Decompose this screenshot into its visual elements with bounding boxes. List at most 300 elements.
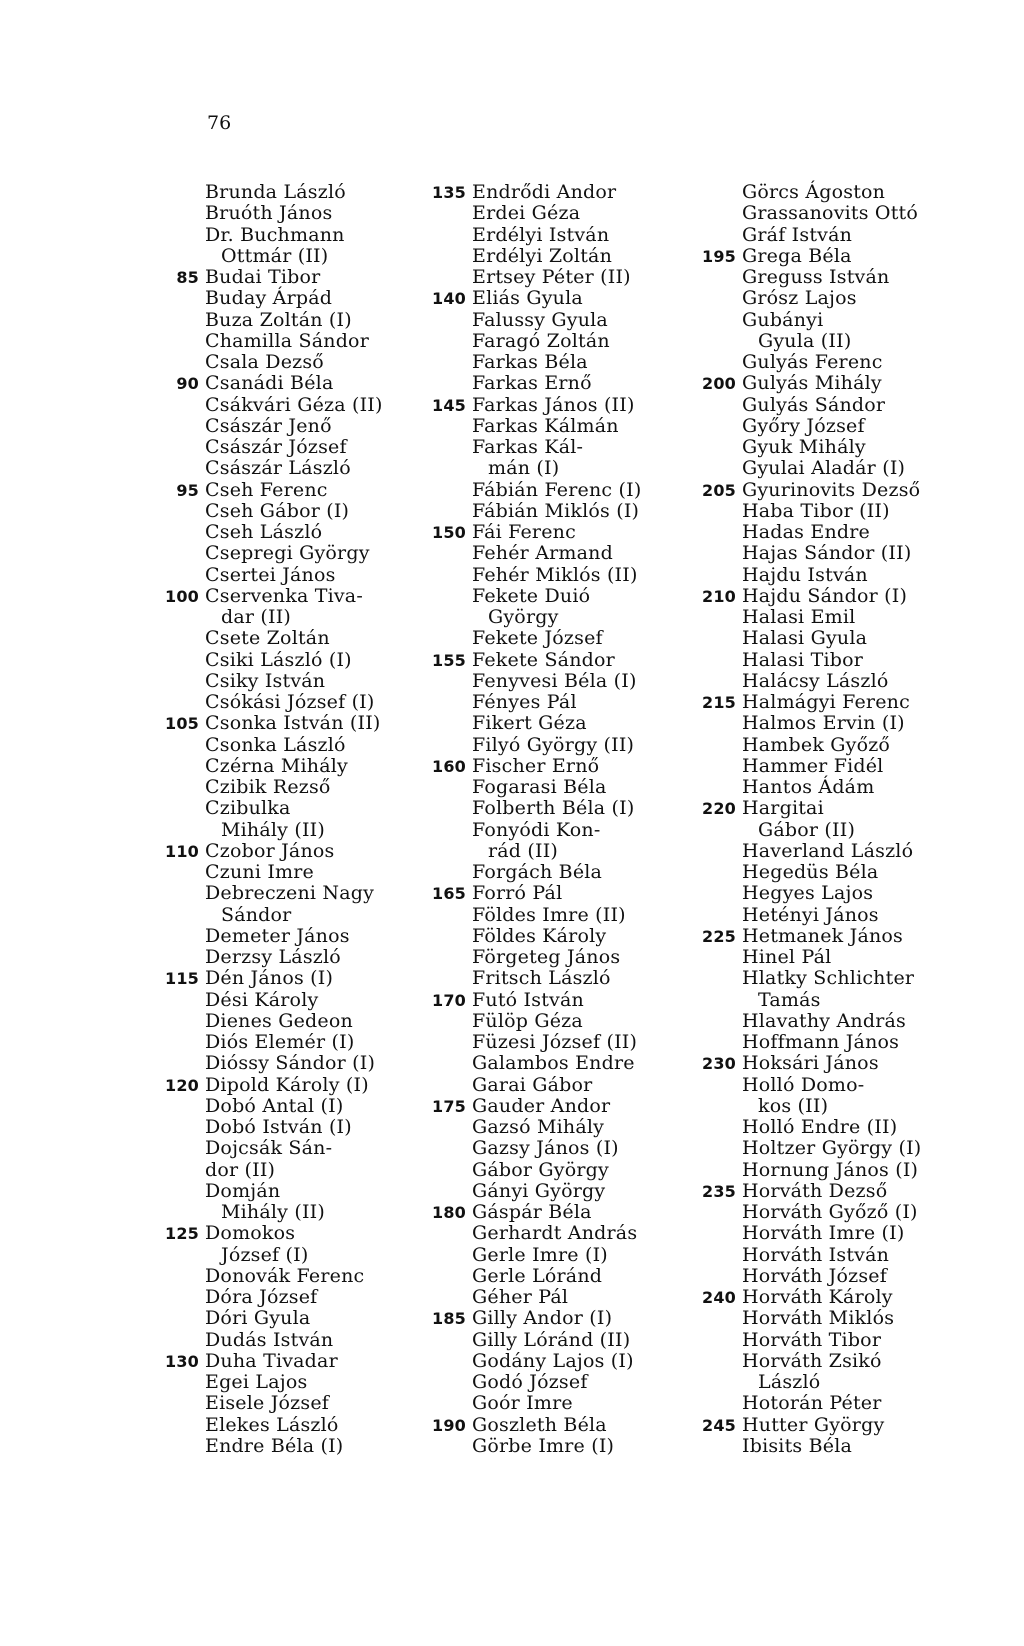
entry-line	[700, 225, 1000, 246]
entry-name: Fikert Géza	[472, 712, 587, 735]
entry-name: Buday Árpád	[205, 287, 333, 310]
entry-name: Domokos	[205, 1222, 296, 1245]
entry-number: 170	[432, 990, 466, 1010]
entry-name: Fritsch László	[472, 967, 611, 990]
entry-name: György	[488, 606, 559, 628]
entry-line	[163, 1075, 463, 1096]
entry-name: Dr. Buchmann	[205, 223, 345, 246]
entry-name: Fogarasi Béla	[472, 776, 607, 798]
entry-line	[163, 522, 463, 543]
entry-name: Endrődi Andor	[472, 181, 617, 203]
entry-name: Gráf István	[742, 223, 853, 246]
entry-name: Hargitai	[742, 797, 824, 820]
entry-name: Sándor	[221, 903, 292, 926]
entry-line	[700, 373, 1000, 394]
entry-line	[700, 1287, 1000, 1308]
entry-line	[700, 862, 1000, 883]
entry-number: 135	[432, 183, 466, 202]
entry-line	[700, 1202, 1000, 1223]
entry-name: Hegyes Lajos	[742, 882, 874, 905]
entry-line	[163, 735, 463, 756]
entry-line	[163, 1202, 463, 1223]
entry-line	[430, 905, 730, 926]
entry-name: Dén János (I)	[205, 967, 334, 990]
entry-line	[700, 692, 1000, 713]
entry-name: Garai Gábor	[472, 1073, 593, 1096]
entry-line	[430, 1202, 730, 1223]
entry-line	[430, 246, 730, 267]
entry-name: Hajdu István	[742, 563, 868, 586]
entry-line	[430, 458, 730, 479]
entry-name: Dienes Gedeon	[205, 1009, 353, 1032]
entry-name: Goór Imre	[472, 1392, 573, 1415]
entry-name: Csala Dezső	[205, 351, 324, 373]
entry-number: 130	[165, 1351, 199, 1371]
entry-name: Csákvári Géza (II)	[205, 393, 383, 416]
entry-name: Czibik Rezső	[205, 776, 331, 798]
entry-name: Gáspár Béla	[472, 1201, 592, 1223]
entry-line	[700, 395, 1000, 416]
entry-line	[700, 522, 1000, 543]
entry-line	[163, 395, 463, 416]
entry-line	[163, 246, 463, 267]
entry-line	[163, 1436, 463, 1457]
entry-number: 140	[432, 289, 466, 309]
entry-line	[163, 990, 463, 1011]
entry-name: Császár Jenő	[205, 414, 332, 437]
entry-line	[700, 735, 1000, 756]
entry-name: Debreczeni Nagy	[205, 882, 375, 905]
entry-name: Halasi Tibor	[742, 648, 864, 671]
entry-name: Gazsó Mihály	[472, 1116, 605, 1138]
entry-name: Cseh László	[205, 521, 323, 543]
entry-line	[430, 820, 730, 841]
entry-name: Tamás	[758, 988, 821, 1011]
entry-name: Fenyvesi Béla (I)	[472, 669, 637, 692]
entry-line	[430, 437, 730, 458]
entry-line	[700, 713, 1000, 734]
entry-name: Derzsy László	[205, 946, 341, 968]
entry-line	[430, 225, 730, 246]
entry-line	[163, 1308, 463, 1329]
entry-line	[430, 267, 730, 288]
entry-name: Chamilla Sándor	[205, 329, 369, 352]
entry-name: Halasi Gyula	[742, 627, 868, 650]
entry-line	[163, 373, 463, 394]
entry-line	[163, 267, 463, 288]
entry-line	[163, 1096, 463, 1117]
entry-line	[700, 926, 1000, 947]
entry-name: Farkas Béla	[472, 351, 588, 373]
entry-line	[430, 947, 730, 968]
entry-line	[163, 1117, 463, 1138]
entry-name: mán (I)	[488, 457, 560, 480]
entry-line	[700, 1117, 1000, 1138]
entry-line	[430, 968, 730, 989]
entry-name: Hetmanek János	[742, 924, 903, 947]
entry-name: Hadas Endre	[742, 521, 870, 543]
entry-line	[430, 1223, 730, 1244]
entry-name: Farkas Kálmán	[472, 414, 619, 437]
entry-line	[163, 1393, 463, 1414]
entry-name: Falussy Gyula	[472, 308, 608, 331]
entry-name: dor (II)	[205, 1158, 276, 1181]
entry-number: 145	[432, 395, 466, 415]
entry-line	[163, 501, 463, 522]
entry-name: Dipold Károly (I)	[205, 1073, 369, 1096]
entry-line	[700, 820, 1000, 841]
entry-name: Farkas János (II)	[472, 393, 635, 416]
entry-name: Fischer Ernő	[472, 754, 600, 777]
entry-line	[430, 756, 730, 777]
entry-name: Géher Pál	[472, 1286, 569, 1308]
entry-name: Gulyás Sándor	[742, 393, 886, 416]
entry-line	[700, 1245, 1000, 1266]
entry-name: Dojcsák Sán-	[205, 1137, 333, 1160]
entry-name: Hlavathy András	[742, 1009, 906, 1032]
entry-line	[163, 650, 463, 671]
entry-name: Görcs Ágoston	[742, 181, 886, 203]
entry-line	[163, 862, 463, 883]
entry-name: Filyó György (II)	[472, 733, 635, 756]
entry-name: Hlatky Schlichter	[742, 967, 915, 990]
entry-line	[430, 1245, 730, 1266]
entry-name: Csiky István	[205, 669, 326, 692]
entry-line	[700, 1032, 1000, 1053]
entry-line	[163, 352, 463, 373]
entry-name: Egei Lajos	[205, 1371, 308, 1393]
entry-name: Domján	[205, 1179, 281, 1202]
entry-name: Csanádi Béla	[205, 372, 334, 395]
entry-name: Hammer Fidél	[742, 754, 884, 777]
entry-line	[163, 543, 463, 564]
entry-name: Grega Béla	[742, 244, 852, 267]
entry-name: Donovák Ferenc	[205, 1264, 365, 1287]
entry-name: Erdélyi István	[472, 223, 610, 246]
entry-name: Haverland László	[742, 839, 914, 862]
entry-name: Fekete Duió	[472, 584, 591, 607]
entry-name: Diós Elemér (I)	[205, 1031, 355, 1053]
entry-line	[430, 1330, 730, 1351]
entry-line	[700, 246, 1000, 267]
entry-name: Hantos Ádám	[742, 776, 875, 798]
entry-name: Czuni Imre	[205, 861, 314, 883]
entry-line	[700, 501, 1000, 522]
entry-line	[430, 522, 730, 543]
entry-line	[700, 798, 1000, 819]
entry-number: 230	[702, 1054, 736, 1074]
entry-name: Halmágyi Ferenc	[742, 691, 910, 713]
entry-line	[163, 1351, 463, 1372]
entry-name: Hinel Pál	[742, 946, 832, 968]
entry-number: 120	[165, 1075, 199, 1095]
entry-line	[700, 968, 1000, 989]
entry-line	[430, 586, 730, 607]
entry-name: Csókási József (I)	[205, 691, 375, 713]
entry-name: Horváth István	[742, 1243, 890, 1266]
entry-name: Erdélyi Zoltán	[472, 244, 613, 267]
entry-line	[163, 182, 463, 203]
entry-name: Dudás István	[205, 1328, 334, 1351]
entry-name: Holtzer György (I)	[742, 1137, 922, 1160]
entry-number: 210	[702, 586, 736, 606]
entry-line	[163, 437, 463, 458]
entry-line	[163, 1053, 463, 1074]
entry-line	[163, 1330, 463, 1351]
entry-line	[700, 947, 1000, 968]
entry-name: Forró Pál	[472, 882, 563, 905]
entry-line	[430, 203, 730, 224]
entry-line	[163, 841, 463, 862]
entry-number: 180	[432, 1203, 466, 1222]
entry-line	[700, 1181, 1000, 1202]
entry-number: 190	[432, 1415, 466, 1435]
name-column-1	[163, 182, 463, 1457]
entry-line	[430, 182, 730, 203]
entry-name: Halmos Ervin (I)	[742, 712, 905, 735]
entry-line	[163, 331, 463, 352]
entry-name: Gazsy János (I)	[472, 1137, 619, 1160]
entry-name: Hotorán Péter	[742, 1392, 882, 1415]
entry-name: Gubányi	[742, 308, 824, 331]
entry-line	[163, 1160, 463, 1181]
entry-name: Gábor (II)	[758, 818, 856, 841]
entry-line	[430, 628, 730, 649]
entry-number: 205	[702, 480, 736, 500]
entry-line	[163, 1287, 463, 1308]
entry-line	[163, 947, 463, 968]
entry-name: Fekete József	[472, 627, 603, 650]
entry-line	[163, 692, 463, 713]
entry-line	[430, 352, 730, 373]
entry-line	[430, 862, 730, 883]
entry-line	[700, 1436, 1000, 1457]
entry-name: Horváth Tibor	[742, 1328, 882, 1351]
entry-name: Gányi György	[472, 1179, 606, 1202]
entry-line	[430, 1117, 730, 1138]
entry-line	[430, 288, 730, 309]
entry-line	[700, 1096, 1000, 1117]
entry-name: Gyulai Aladár (I)	[742, 457, 906, 480]
entry-name: Mihály (II)	[221, 818, 325, 841]
entry-number: 150	[432, 523, 466, 542]
entry-line	[700, 416, 1000, 437]
entry-name: Hutter György	[742, 1413, 885, 1436]
entry-name: Hoksári János	[742, 1052, 879, 1075]
entry-line	[430, 331, 730, 352]
entry-line	[430, 1011, 730, 1032]
entry-line	[163, 905, 463, 926]
entry-name: Dóra József	[205, 1286, 318, 1308]
entry-line	[430, 480, 730, 501]
entry-name: Ertsey Péter (II)	[472, 266, 631, 288]
entry-line	[430, 395, 730, 416]
entry-name: Csepregi György	[205, 542, 370, 565]
page-number: 76	[207, 112, 232, 134]
entry-line	[430, 1266, 730, 1287]
entry-number: 85	[176, 268, 199, 287]
entry-number: 195	[702, 246, 736, 266]
entry-number: 175	[432, 1096, 466, 1116]
entry-line	[700, 288, 1000, 309]
entry-name: Gyula (II)	[758, 329, 852, 352]
entry-line	[700, 310, 1000, 331]
entry-line	[430, 1181, 730, 1202]
entry-name: Endre Béla (I)	[205, 1434, 344, 1457]
entry-line	[700, 437, 1000, 458]
entry-name: Mihály (II)	[221, 1201, 325, 1223]
entry-line	[700, 777, 1000, 798]
entry-name: Holló Domo-	[742, 1073, 865, 1096]
entry-name: Fehér Armand	[472, 542, 613, 565]
entry-name: Eisele József	[205, 1392, 329, 1415]
entry-name: Cseh Ferenc	[205, 478, 328, 501]
entry-name: Brunda László	[205, 181, 346, 203]
entry-line	[430, 650, 730, 671]
entry-name: Erdei Géza	[472, 202, 581, 225]
entry-line	[700, 1266, 1000, 1287]
entry-name: Demeter János	[205, 924, 350, 947]
entry-name: Folberth Béla (I)	[472, 797, 635, 820]
entry-name: Cservenka Tiva-	[205, 584, 363, 607]
entry-number: 90	[176, 374, 199, 394]
entry-name: Czérna Mihály	[205, 754, 348, 777]
entry-name: Hetényi János	[742, 903, 879, 926]
entry-name: Dóri Gyula	[205, 1307, 311, 1330]
entry-line	[163, 480, 463, 501]
entry-line	[700, 1160, 1000, 1181]
entry-line	[163, 1245, 463, 1266]
entry-line	[430, 841, 730, 862]
entry-name: Duha Tivadar	[205, 1349, 338, 1372]
entry-number: 160	[432, 756, 466, 776]
entry-line	[430, 735, 730, 756]
entry-line	[163, 607, 463, 628]
entry-number: 225	[702, 926, 736, 946]
entry-name: Fábián Miklós (I)	[472, 499, 640, 522]
entry-line	[163, 225, 463, 246]
entry-name: Dobó Antal (I)	[205, 1094, 344, 1117]
entry-line	[163, 310, 463, 331]
entry-line	[430, 1096, 730, 1117]
entry-line	[163, 713, 463, 734]
entry-name: Gilly Lóránd (II)	[472, 1328, 631, 1351]
entry-line	[700, 841, 1000, 862]
entry-number: 165	[432, 884, 466, 904]
entry-name: Czobor János	[205, 839, 335, 862]
entry-line	[430, 713, 730, 734]
entry-name: Gyurinovits Dezső	[742, 478, 921, 501]
entry-name: Földes Imre (II)	[472, 903, 626, 926]
entry-line	[163, 203, 463, 224]
entry-line	[700, 331, 1000, 352]
entry-name: Farkas Ernő	[472, 372, 592, 395]
entry-number: 95	[176, 480, 199, 500]
entry-number: 155	[432, 650, 466, 670]
entry-line	[163, 968, 463, 989]
entry-name: Gábor György	[472, 1158, 609, 1181]
entry-number: 200	[702, 374, 736, 394]
entry-line	[163, 1223, 463, 1244]
entry-name: Godó József	[472, 1371, 588, 1393]
entry-line	[430, 310, 730, 331]
entry-name: kos (II)	[758, 1094, 829, 1117]
entry-name: Buza Zoltán (I)	[205, 308, 352, 331]
entry-line	[430, 607, 730, 628]
entry-line	[700, 182, 1000, 203]
entry-name: László	[758, 1371, 821, 1393]
entry-name: Gerle Lóránd	[472, 1264, 603, 1287]
entry-line	[700, 756, 1000, 777]
entry-line	[163, 628, 463, 649]
entry-name: Horváth József	[742, 1264, 887, 1287]
entry-name: rád (II)	[488, 839, 559, 862]
entry-line	[430, 777, 730, 798]
entry-line	[430, 1053, 730, 1074]
entry-name: Dobó István (I)	[205, 1116, 352, 1138]
name-column-3	[700, 182, 1000, 1457]
entry-name: Farkas Kál-	[472, 436, 584, 458]
entry-name: Grassanovits Ottó	[742, 202, 919, 225]
entry-name: Hajas Sándor (II)	[742, 542, 912, 565]
entry-name: Győry József	[742, 414, 865, 437]
entry-number: 220	[702, 799, 736, 819]
entry-line	[430, 926, 730, 947]
entry-name: Hoffmann János	[742, 1031, 900, 1053]
entry-line	[700, 607, 1000, 628]
entry-line	[430, 543, 730, 564]
entry-line	[163, 1011, 463, 1032]
entry-line	[430, 1415, 730, 1436]
entry-line	[700, 1138, 1000, 1159]
entry-line	[430, 501, 730, 522]
entry-line	[163, 756, 463, 777]
entry-name: Horváth Győző (I)	[742, 1201, 918, 1223]
entry-line	[430, 692, 730, 713]
entry-name: Fekete Sándor	[472, 648, 615, 671]
entry-number: 125	[165, 1224, 199, 1244]
entry-name: Futó István	[472, 988, 584, 1011]
entry-name: Forgách Béla	[472, 861, 603, 883]
entry-name: Goszleth Béla	[472, 1413, 607, 1436]
entry-line	[430, 1032, 730, 1053]
entry-line	[700, 586, 1000, 607]
entry-line	[700, 1075, 1000, 1096]
entry-name: Hambek Győző	[742, 733, 891, 756]
entry-line	[430, 1160, 730, 1181]
entry-number: 105	[165, 714, 199, 734]
entry-line	[700, 543, 1000, 564]
entry-line	[163, 1032, 463, 1053]
entry-name: Földes Károly	[472, 924, 607, 947]
entry-line	[163, 671, 463, 692]
entry-line	[163, 926, 463, 947]
entry-number: 115	[165, 969, 199, 989]
entry-line	[430, 1436, 730, 1457]
entry-number: 245	[702, 1415, 736, 1435]
entry-line	[430, 1075, 730, 1096]
entry-number: 235	[702, 1181, 736, 1201]
entry-line	[700, 1223, 1000, 1244]
entry-name: Görbe Imre (I)	[472, 1434, 615, 1457]
entry-line	[700, 671, 1000, 692]
entry-name: Ottmár (II)	[221, 244, 329, 267]
entry-name: Elekes László	[205, 1413, 339, 1436]
entry-name: Gerhardt András	[472, 1222, 638, 1245]
entry-line	[163, 883, 463, 904]
entry-line	[430, 671, 730, 692]
entry-name: József (I)	[221, 1243, 309, 1266]
